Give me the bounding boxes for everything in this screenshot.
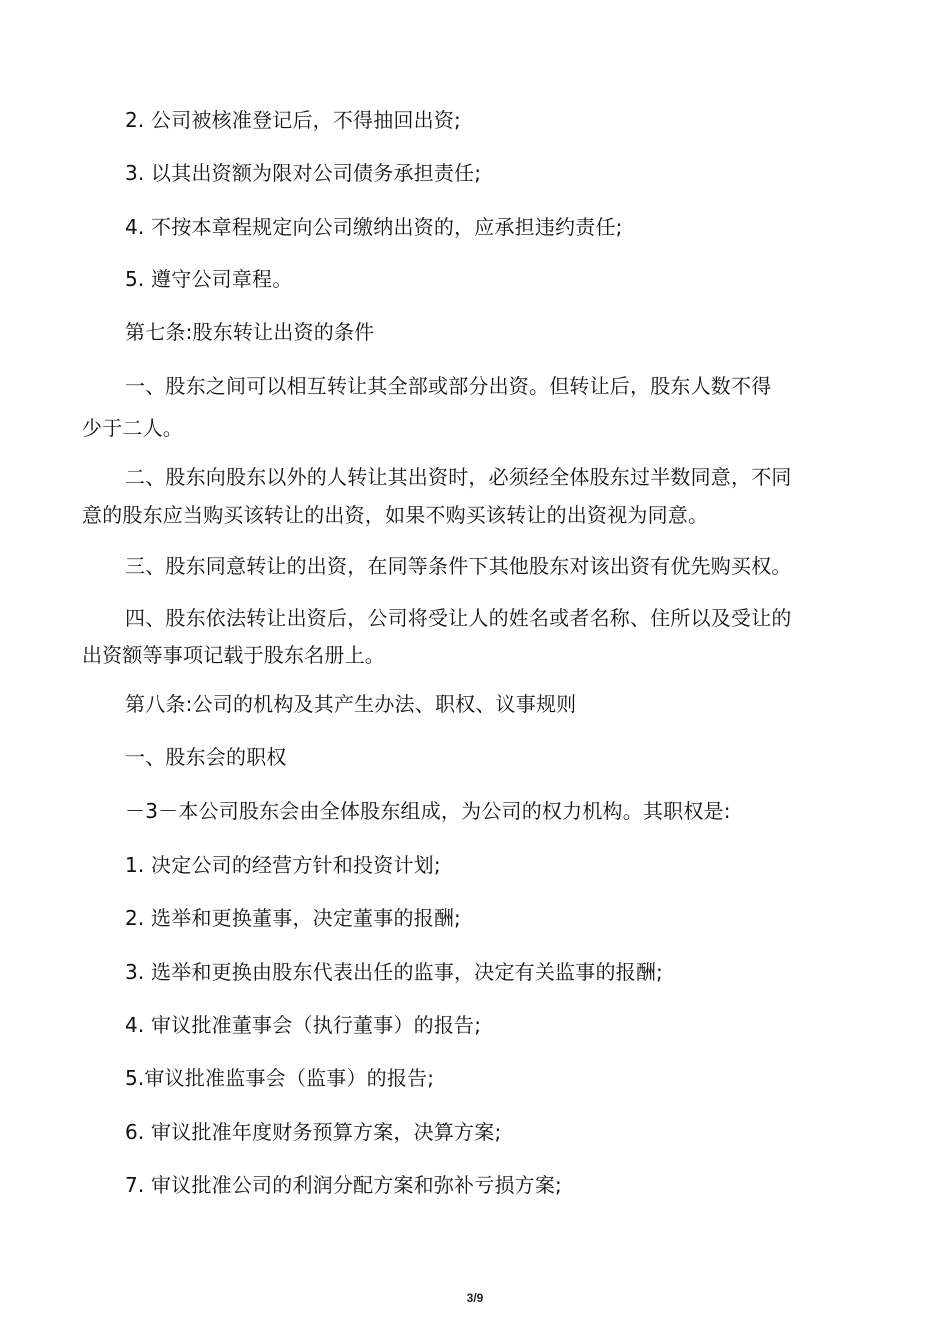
list-item: 3. 选举和更换由股东代表出任的监事，决定有关监事的报酬; [125, 960, 663, 984]
list-item: 5.审议批准监事会（监事）的报告; [125, 1066, 435, 1090]
paragraph-line: 4. 不按本章程规定向公司缴纳出资的，应承担违约责任; [125, 215, 623, 239]
paragraph-line: 意的股东应当购买该转让的出资，如果不购买该转让的出资视为同意。 [82, 503, 709, 527]
list-item: 6. 审议批准年度财务预算方案，决算方案; [125, 1120, 502, 1144]
list-item: 1. 决定公司的经营方针和投资计划; [125, 853, 441, 877]
paragraph-line: 5. 遵守公司章程。 [125, 267, 293, 291]
paragraph-line: 四、股东依法转让出资后，公司将受让人的姓名或者名称、住所以及受让的 [125, 606, 792, 630]
list-item: 4. 审议批准董事会（执行董事）的报告; [125, 1013, 482, 1037]
paragraph-line: 三、股东同意转让的出资，在同等条件下其他股东对该出资有优先购买权。 [125, 554, 792, 578]
paragraph-line: 二、股东向股东以外的人转让其出资时，必须经全体股东过半数同意，不同 [125, 465, 792, 489]
paragraph-line: 少于二人。 [82, 416, 183, 440]
paragraph-line: －3－本公司股东会由全体股东组成，为公司的权力机构。其职权是: [125, 799, 731, 823]
page-number: 3/9 [466, 1291, 484, 1305]
paragraph-line: 出资额等事项记载于股东名册上。 [82, 643, 385, 667]
paragraph-line: 3. 以其出资额为限对公司债务承担责任; [125, 161, 482, 185]
paragraph-line: 2. 公司被核准登记后，不得抽回出资; [125, 108, 461, 132]
paragraph-line: 一、股东之间可以相互转让其全部或部分出资。但转让后，股东人数不得 [125, 374, 772, 398]
list-item: 2. 选举和更换董事，决定董事的报酬; [125, 906, 461, 930]
section-heading: 第七条:股东转让出资的条件 [125, 320, 375, 344]
subsection-heading: 一、股东会的职权 [125, 745, 287, 769]
list-item: 7. 审议批准公司的利润分配方案和弥补亏损方案; [125, 1173, 562, 1197]
section-heading: 第八条:公司的机构及其产生办法、职权、议事规则 [125, 692, 577, 716]
